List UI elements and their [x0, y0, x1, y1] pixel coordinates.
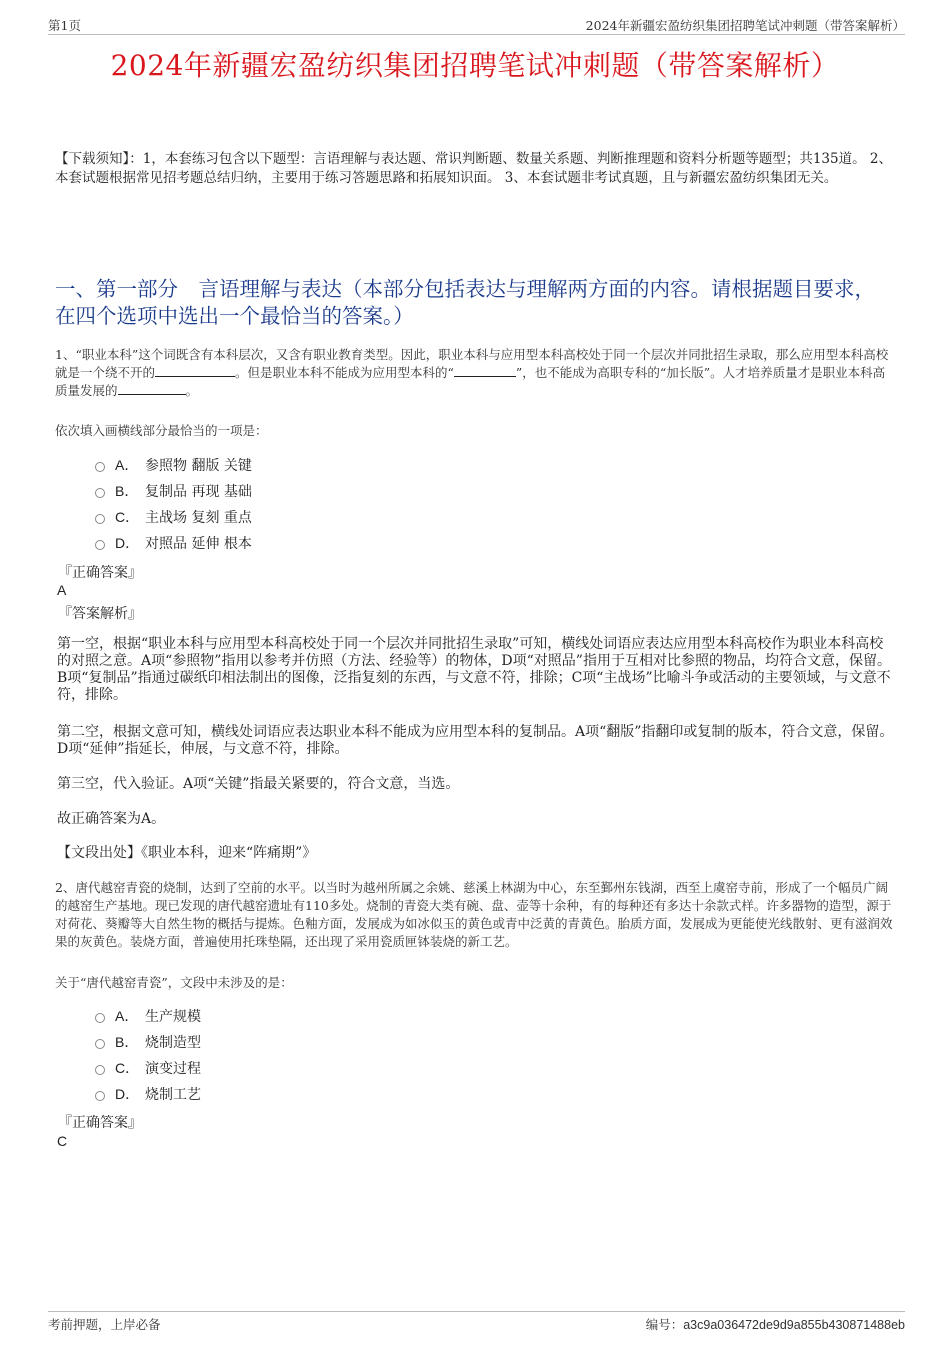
- page-footer: [48, 1311, 905, 1334]
- blank-1: [155, 364, 235, 377]
- radio-icon[interactable]: [95, 462, 105, 472]
- header-doc-title: 2024年新疆宏盈纺织集团招聘笔试冲刺题（带答案解析）: [585, 18, 905, 33]
- option-b[interactable]: B． 复制品 再现 基础: [95, 478, 252, 504]
- blank-2: [454, 364, 516, 377]
- option-c[interactable]: C． 演变过程: [95, 1055, 201, 1081]
- radio-icon[interactable]: [95, 1013, 105, 1023]
- correct-answer-label: 『正确答案』: [58, 565, 142, 581]
- option-b[interactable]: B． 烧制造型: [95, 1029, 201, 1055]
- question-1-text: 1、“职业本科”这个词既含有本科层次，又含有职业教育类型。因此，职业本科与应用型本科高校处于同一个层次并同批招生录取，那么应用型本科高校就是一个绕不开的 。但是职业本科不能成为应用型本科的“ ”，也不能成为高职专科的“加长版”。人才培养质量才是职业本科高质量发展的 。: [55, 347, 889, 398]
- question-1-options: [95, 452, 252, 556]
- question-2-options: [95, 1003, 201, 1107]
- page-header: [48, 14, 905, 35]
- radio-icon[interactable]: [95, 1065, 105, 1075]
- footer-doc-code: 编号：a3c9a036472de9d9a855b430871488eb: [645, 1317, 905, 1332]
- radio-icon[interactable]: [95, 514, 105, 524]
- radio-icon[interactable]: [95, 488, 105, 498]
- radio-icon[interactable]: [95, 540, 105, 550]
- option-c[interactable]: C． 主战场 复刻 重点: [95, 504, 252, 530]
- option-a[interactable]: A． 参照物 翻版 关键: [95, 452, 252, 478]
- analysis-paragraph-2: 第二空，根据文意可知，横线处词语应表达职业本科不能成为应用型本科的复制品。A项“翻版”指翻印或复制的版本，符合文意，保留。D项“延伸”指延长，伸展，与文意不符，排除。: [57, 724, 894, 757]
- correct-answer-value: A: [57, 582, 67, 598]
- question-1-prompt: 依次填入画横线部分最恰当的一项是：: [55, 423, 268, 438]
- page-number: 第1页: [48, 18, 81, 33]
- question-2-text: 2、唐代越窑青瓷的烧制，达到了空前的水平。以当时为越州所属之余姚、慈溪上林湖为中心，东至鄞州东钱湖，西至上虞窑寺前，形成了一个幅员广阔的越窑生产基地。现已发现的唐代越窑遗址有110多处。烧制的青瓷大类有碗、盘、壶等十余种，有的每种还有多达十余款式样。许多器物的造型，源于对荷花、葵瓣等大自然生物的概括与提炼。色釉方面，发展成为如冰似玉的黄色或青中泛黄的青黄色。胎质方面，发展成为更能使光线散射、更有滋润效果的灰黄色。装烧方面，普遍使用托珠垫隔，还出现了采用瓷质匣钵装烧的新工艺。: [55, 880, 893, 949]
- option-a[interactable]: A． 生产规模: [95, 1003, 201, 1029]
- page-title: 2024年新疆宏盈纺织集团招聘笔试冲刺题（带答案解析）: [110, 49, 840, 82]
- analysis-conclusion: 故正确答案为A。: [57, 811, 166, 827]
- footer-slogan: 考前押题，上岸必备: [48, 1317, 161, 1332]
- question-2-prompt: 关于“唐代越窑青瓷”，文段中未涉及的是：: [55, 975, 293, 990]
- analysis-paragraph-3: 第三空，代入验证。A项“关键”指最关紧要的，符合文意，当选。: [57, 776, 460, 792]
- radio-icon[interactable]: [95, 1091, 105, 1101]
- option-d[interactable]: D． 烧制工艺: [95, 1081, 201, 1107]
- radio-icon[interactable]: [95, 1039, 105, 1049]
- correct-answer-value: C: [57, 1133, 68, 1149]
- analysis-source: 【文段出处】《职业本科，迎来“阵痛期”》: [57, 845, 317, 861]
- analysis-paragraph-1: 第一空，根据“职业本科与应用型本科高校处于同一个层次并同批招生录取”可知，横线处词语应表达应用型本科高校作为职业本科高校的对照之意。A项“参照物”指用以参考并仿照（方法、经验等）的物体，D项“对照品”指用于互相对比参照的物品，均符合文意，保留。B项“复制品”指通过碳纸印相法制出的图像，泛指复刻的东西，与文意不符，排除；C项“主战场”比喻斗争或活动的主要领域，与文意不符，排除。: [57, 636, 891, 703]
- blank-3: [118, 382, 186, 395]
- download-notice: 【下载须知】：1，本套练习包含以下题型：言语理解与表达题、常识判断题、数量关系题、判断推理题和资料分析题等题型；共135道。 2、本套试题根据常见招考题总结归纳，主要用于练习答题思路和拓展知识面。 3、本套试题非考试真题，且与新疆宏盈纺织集团无关。: [55, 151, 892, 186]
- analysis-label: 『答案解析』: [58, 606, 142, 622]
- correct-answer-label: 『正确答案』: [58, 1115, 142, 1131]
- section-title: 一、第一部分 言语理解与表达（本部分包括表达与理解两方面的内容。请根据题目要求，在四个选项中选出一个最恰当的答案。）: [55, 277, 875, 328]
- option-d[interactable]: D． 对照品 延伸 根本: [95, 530, 252, 556]
